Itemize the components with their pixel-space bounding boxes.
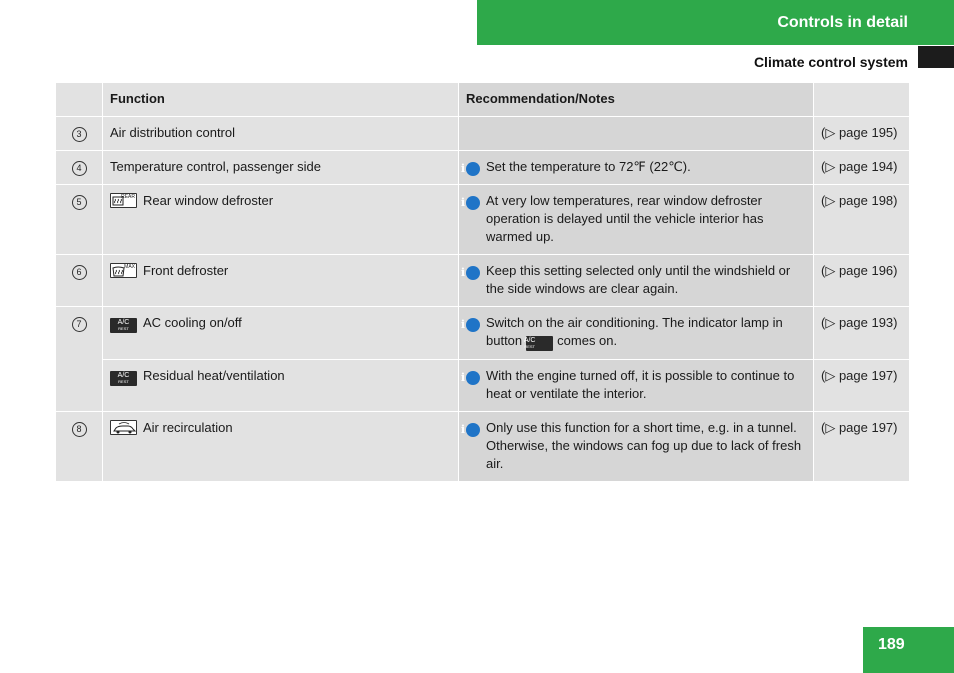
row-number: 7 [72,317,87,332]
function-cell [103,360,459,412]
note-cell [459,185,814,255]
row-number: 3 [72,127,87,142]
chapter-title: Controls in detail [777,13,908,31]
chapter-header [477,0,954,45]
note-cell [459,307,814,360]
note-text: Keep this setting selected only until the windshield or the side windows are clear again. [486,263,791,296]
table-row [56,255,910,307]
row-number-cell [56,307,103,412]
info-icon: i [466,162,480,176]
section-title: Climate control system [753,54,908,70]
controls-table [55,82,910,482]
table-row [56,412,910,482]
function-label: Temperature control, passenger side [110,159,322,174]
note-text: Only use this function for a short time, e.g. in a tunnel. Otherwise, the windows can fog up due to lack of fresh air. [486,420,802,471]
function-cell [103,117,459,151]
note-cell [459,151,814,185]
note-text: With the engine turned off, it is possible to continue to heat or ventilate the interior. [486,368,795,401]
function-cell [103,185,459,255]
function-label: Air distribution control [110,125,235,140]
row-number: 5 [72,195,87,210]
note-text: At very low temperatures, rear window defroster operation is delayed until the vehicle interior has warmed up. [486,193,764,244]
max-label: MAX [124,264,135,270]
ac-rest-button-icon: A/C REST [110,318,137,333]
page-ref: (▷ page 198) [814,185,910,255]
row-number: 4 [72,161,87,176]
table-row [56,360,910,412]
function-cell [103,412,459,482]
page-ref: (▷ page 197) [814,360,910,412]
page-ref: (▷ page 196) [814,255,910,307]
function-label: Rear window defroster [143,193,274,208]
function-cell [103,255,459,307]
note-cell [459,255,814,307]
header-page-cell [814,83,910,117]
page-ref: (▷ page 194) [814,151,910,185]
air-recirculation-icon [110,420,137,435]
table-row [56,151,910,185]
info-icon: i [466,423,480,437]
row-number-cell [56,117,103,151]
thumb-index-tab [918,46,954,68]
function-label: Front defroster [143,263,229,278]
note-cell [459,117,814,151]
info-icon: i [466,196,480,210]
function-label: Residual heat/ventilation [143,368,285,383]
page-ref: (▷ page 193) [814,307,910,360]
info-icon: i [466,266,480,280]
page-ref: (▷ page 197) [814,412,910,482]
table-row [56,185,910,255]
note-cell [459,412,814,482]
info-icon: i [466,318,480,332]
row-number: 8 [72,422,87,437]
ac-rest-button-icon: A/C REST [110,371,137,386]
front-defroster-icon [110,263,137,278]
table-row [56,307,910,360]
table-header-row [56,83,910,117]
note-text-after: comes on. [557,333,618,348]
info-icon: i [466,371,480,385]
function-label: AC cooling on/off [143,315,242,330]
function-cell [103,151,459,185]
page-ref: (▷ page 195) [814,117,910,151]
row-number-cell [56,185,103,255]
header-function: Function [103,83,459,117]
rear-label: REAR [121,194,135,200]
note-text: Set the temperature to 72℉ (22℃). [486,159,691,174]
header-recommendation: Recommendation/Notes [459,83,814,117]
row-number-cell [56,412,103,482]
row-number: 6 [72,265,87,280]
header-num-cell [56,83,103,117]
function-cell [103,307,459,360]
row-number-cell [56,151,103,185]
table-row [56,117,910,151]
page-number: 189 [863,627,954,673]
function-label: Air recirculation [143,420,233,435]
ac-rest-button-icon: A/C REST [526,336,553,351]
rear-window-defroster-icon [110,193,137,208]
note-text-before: Switch on the air conditioning. The indicator lamp in button [486,315,783,348]
row-number-cell [56,255,103,307]
note-cell [459,360,814,412]
